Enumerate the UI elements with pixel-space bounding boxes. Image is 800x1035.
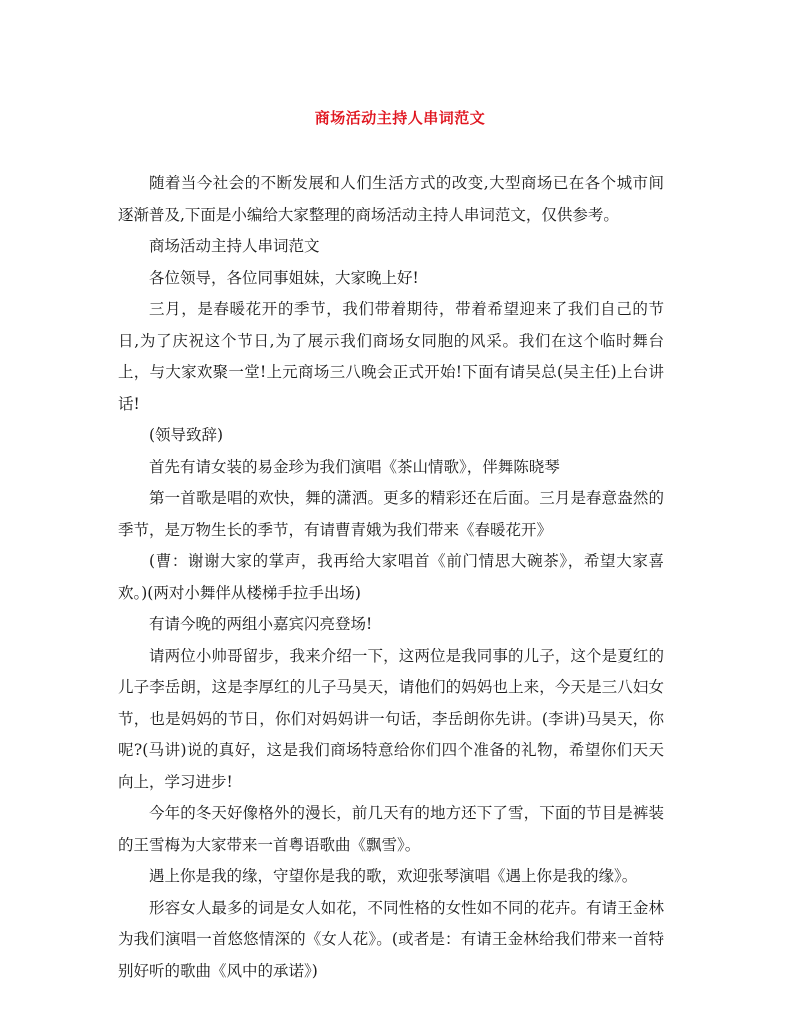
paragraph-opening: 三月，是春暖花开的季节，我们带着期待，带着希望迎来了我们自己的节日,为了庆祝这个节日,为了展示我们商场女同胞的风采。我们在这个临时舞台上，与大家欢聚一堂!上元商场三八晚会正式开始!下面有请吴总(吴主任)上台讲话! [118, 300, 664, 413]
paragraph-subtitle: 商场活动主持人串词范文 [149, 237, 320, 255]
paragraph-second-song: 第一首歌是唱的欢快，舞的潇洒。更多的精彩还在后面。三月是春意盎然的季节，是万物生长的季节，有请曹青娥为我们带来《春暖花开》 [118, 489, 664, 539]
paragraph-intro: 随着当今社会的不断发展和人们生活方式的改变,大型商场已在各个城市间逐渐普及,下面是小编给大家整理的商场活动主持人串词范文，仅供参考。 [118, 174, 664, 224]
paragraph-guests: 有请今晚的两组小嘉宾闪亮登场! [149, 615, 373, 633]
paragraph-snow-song: 今年的冬天好像格外的漫长，前几天有的地方还下了雪，下面的节目是裤装的王雪梅为大家带来一首粤语歌曲《飘雪》。 [118, 804, 664, 854]
paragraph-introduction: 请两位小帅哥留步，我来介绍一下，这两位是我同事的儿子，这个是夏红的儿子李岳朗，这是李厚红的儿子马昊天，请他们的妈妈也上来，今天是三八妇女节，也是妈妈的节日，你们对妈妈讲一句话，李岳朗你先讲。(李讲)马昊天，你呢?(马讲)说的真好，这是我们商场特意给你们四个准备的礼物，希望你们天天向上，学习进步! [118, 646, 664, 791]
document-body [118, 168, 664, 987]
paragraph-encore: (曹：谢谢大家的掌声，我再给大家唱首《前门情思大碗茶》，希望大家喜欢。)(两对小舞伴从楼梯手拉手出场) [118, 552, 664, 602]
paragraph-greeting: 各位领导，各位同事姐妹，大家晚上好! [149, 268, 419, 287]
paragraph-leader-speech: (领导致辞) [149, 426, 224, 444]
paragraph-flower-song: 形容女人最多的词是女人如花，不同性格的女性如不同的花卉。有请王金林为我们演唱一首悠悠情深的《女人花》。(或者是：有请王金林给我们带来一首特别好听的歌曲《风中的承诺》) [118, 898, 664, 980]
paragraph-fate-song: 遇上你是我的缘，守望你是我的歌，欢迎张琴演唱《遇上你是我的缘》。 [149, 867, 638, 885]
document-title: 商场活动主持人串词范文 [314, 109, 486, 127]
paragraph-first-song: 首先有请女装的易金珍为我们演唱《茶山情歌》，伴舞陈晓琴 [149, 457, 560, 476]
